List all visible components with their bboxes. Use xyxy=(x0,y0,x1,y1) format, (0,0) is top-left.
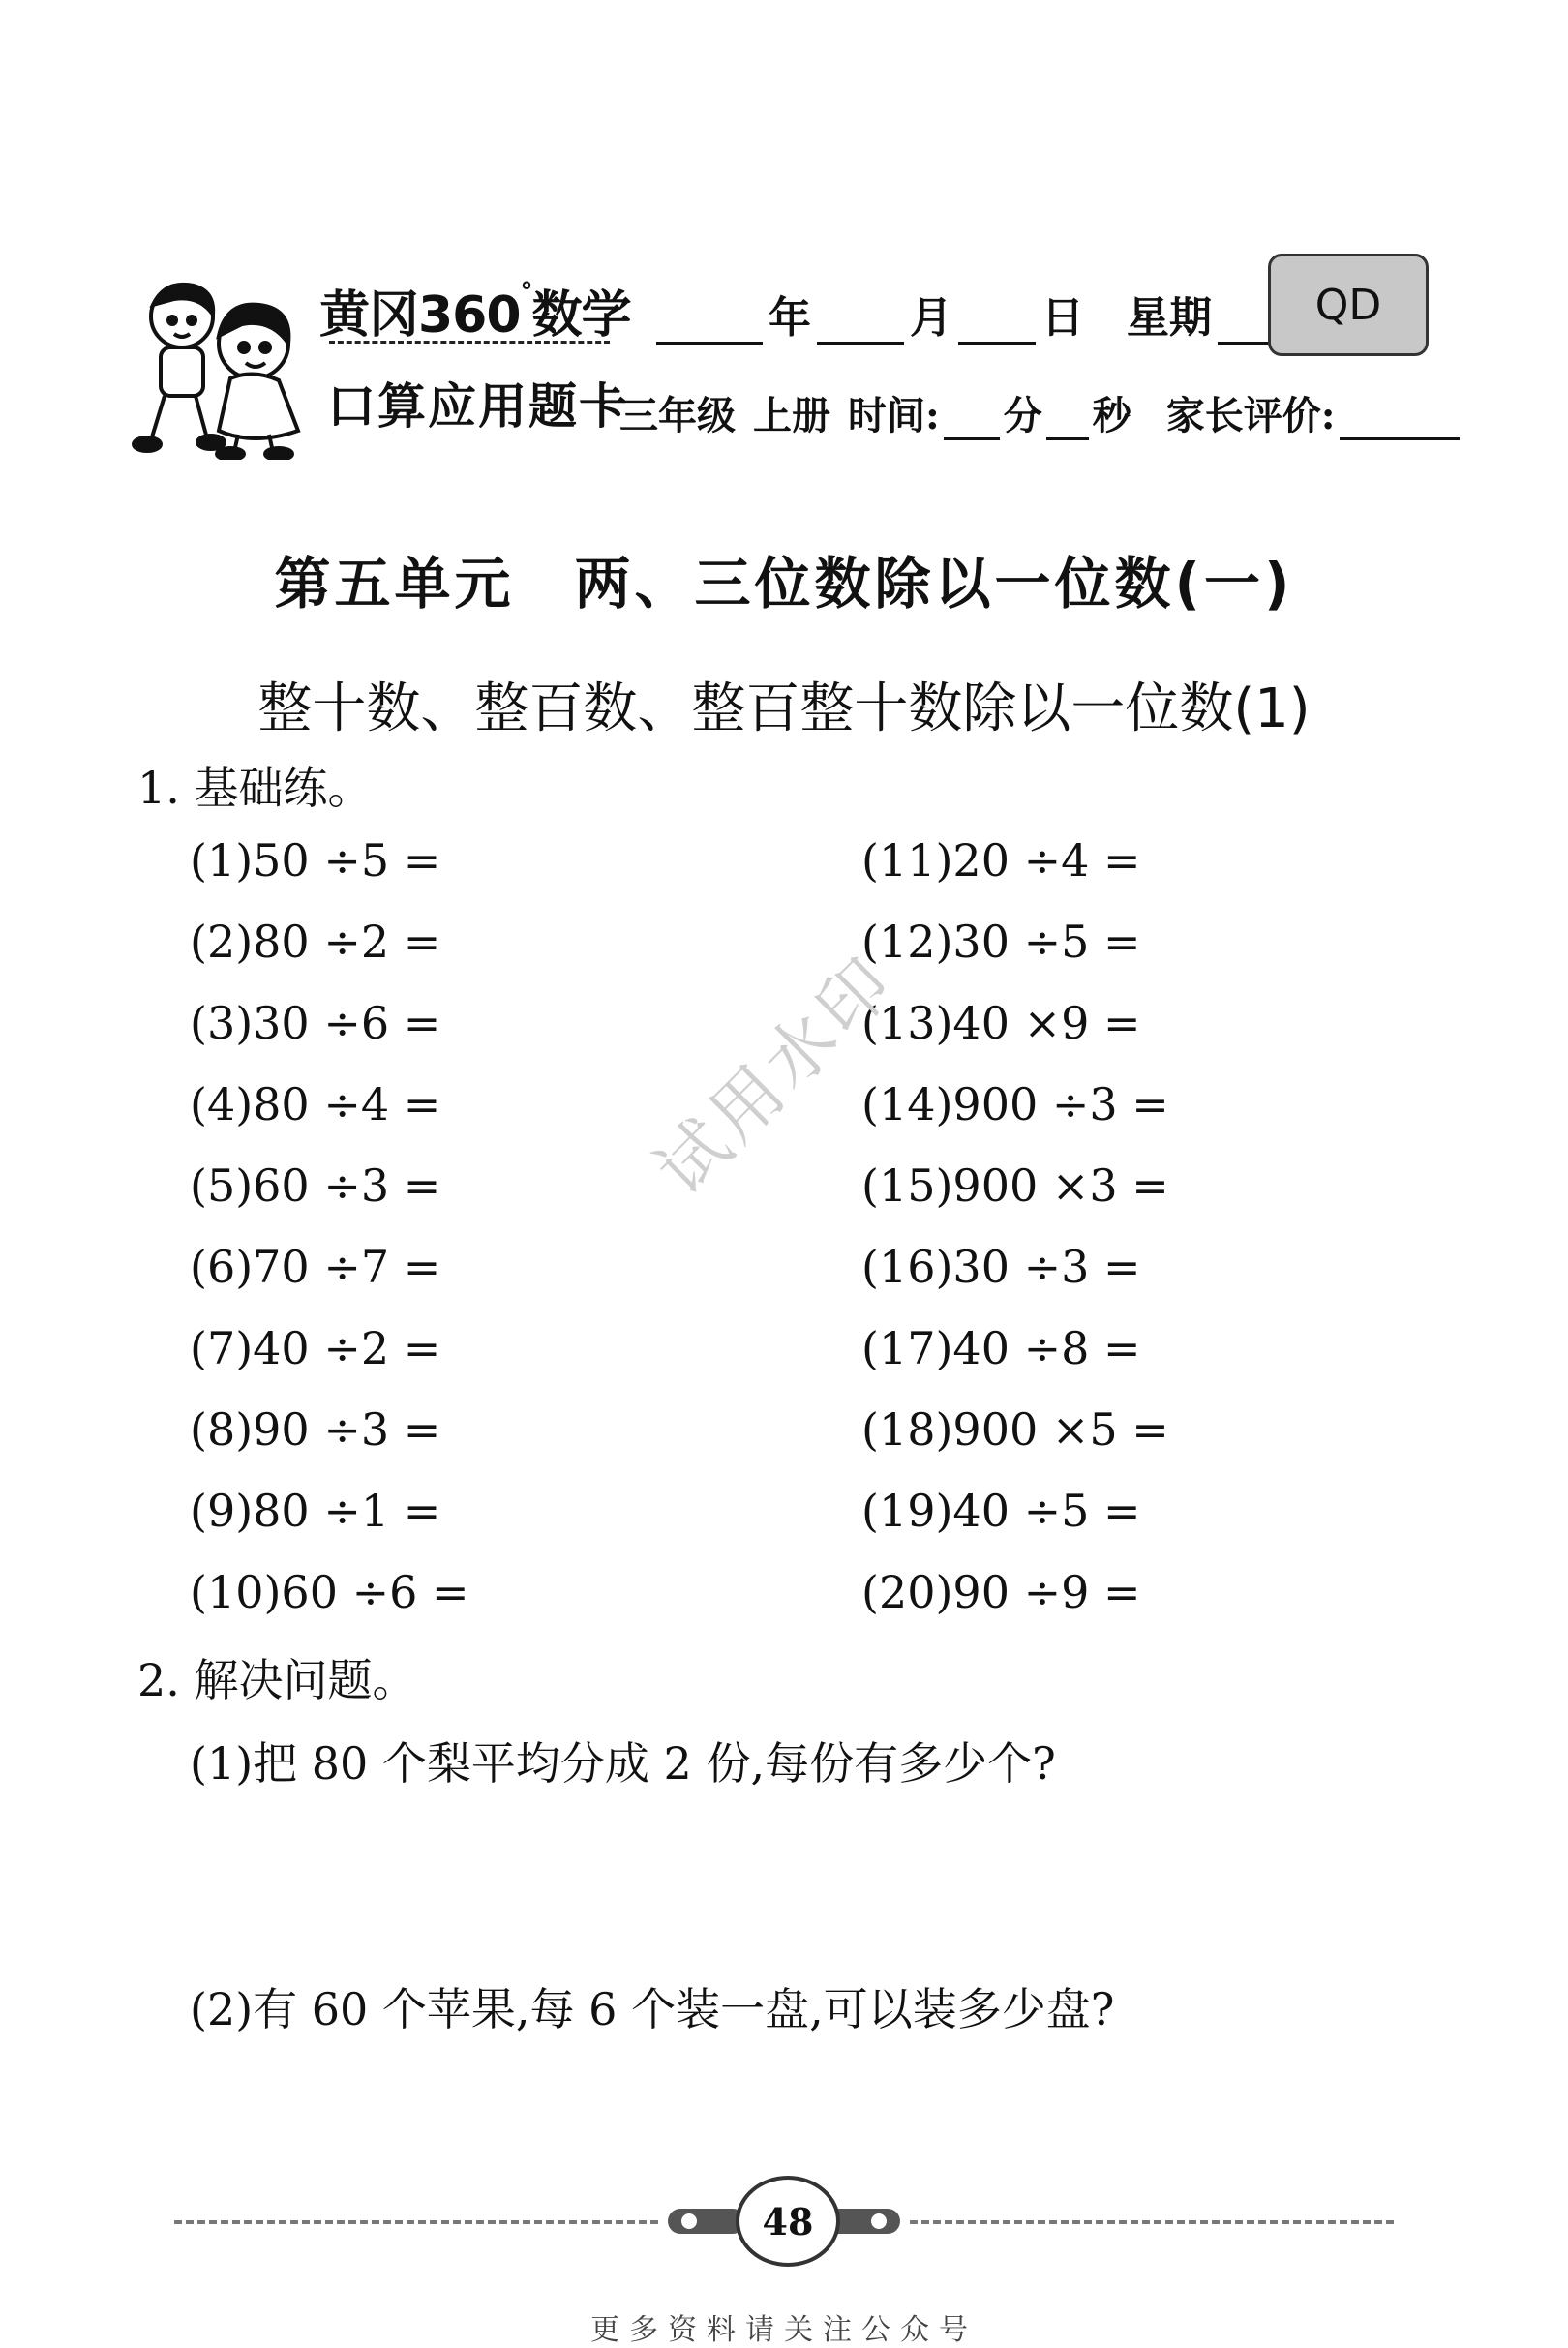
watermark: 试用水印 xyxy=(640,939,912,1211)
footer-ornament-left xyxy=(668,2209,745,2234)
footer-divider-left xyxy=(174,2220,658,2224)
arithmetic-problem: (12)30 ÷5 = xyxy=(861,916,1141,968)
arithmetic-problem: (19)40 ÷5 = xyxy=(861,1485,1141,1537)
date-row xyxy=(650,283,1301,345)
lesson-title: 整十数、整百数、整百整十数除以一位数(1) xyxy=(257,677,1311,740)
section-1-heading: 1. 基础练。 xyxy=(137,762,373,814)
volume-label: 上册 xyxy=(753,393,830,438)
arithmetic-problem: (16)30 ÷3 = xyxy=(861,1241,1141,1293)
arithmetic-problem: (11)20 ÷4 = xyxy=(861,834,1141,887)
arithmetic-problem: (4)80 ÷4 = xyxy=(190,1078,441,1130)
unit-title: 第五单元 两、三位数除以一位数(一) xyxy=(274,551,1294,617)
word-problem: (2)有 60 个苹果,每 6 个装一盘,可以装多少盘? xyxy=(190,1983,1115,2035)
weekday-label: 星期 xyxy=(1127,293,1212,343)
minute-blank[interactable] xyxy=(944,405,1000,440)
footer-note: 更多资料请关注公众号 xyxy=(590,2313,978,2347)
arithmetic-problem: (20)90 ÷9 = xyxy=(861,1566,1141,1618)
arithmetic-problem: (14)900 ÷3 = xyxy=(861,1078,1169,1130)
year-label: 年 xyxy=(769,293,811,343)
info-row xyxy=(619,385,1460,440)
arithmetic-problem: (5)60 ÷3 = xyxy=(190,1159,441,1212)
arithmetic-problem: (3)30 ÷6 = xyxy=(190,997,441,1049)
arithmetic-problem: (9)80 ÷1 = xyxy=(190,1485,441,1537)
day-label: 日 xyxy=(1041,293,1084,343)
arithmetic-problem: (10)60 ÷6 = xyxy=(190,1566,469,1618)
year-blank[interactable] xyxy=(656,303,763,345)
section-2-heading: 2. 解决问题。 xyxy=(137,1654,417,1706)
day-blank[interactable] xyxy=(958,303,1036,345)
arithmetic-problem: (8)90 ÷3 = xyxy=(190,1403,441,1456)
arithmetic-problem: (2)80 ÷2 = xyxy=(190,916,441,968)
arithmetic-problem: (13)40 ×9 = xyxy=(861,997,1141,1049)
minute-label: 分 xyxy=(1003,393,1042,438)
grade-label: 三年级 xyxy=(619,393,736,438)
second-blank[interactable] xyxy=(1046,405,1089,440)
brand-subtitle: 口算应用题卡 xyxy=(327,378,629,435)
parent-eval-label: 家长评价: xyxy=(1165,393,1336,438)
month-label: 月 xyxy=(910,293,952,343)
arithmetic-problem: (15)900 ×3 = xyxy=(861,1159,1169,1212)
arithmetic-problem: (7)40 ÷2 = xyxy=(190,1322,441,1374)
brand-divider xyxy=(329,341,610,344)
arithmetic-problem: (6)70 ÷7 = xyxy=(190,1241,441,1293)
second-label: 秒 xyxy=(1092,393,1131,438)
kids-mascot-illustration xyxy=(126,276,329,460)
brand-title: 黄冈360°数学 xyxy=(319,278,631,345)
word-problem: (1)把 80 个梨平均分成 2 份,每份有多少个? xyxy=(190,1737,1056,1790)
time-label: 时间: xyxy=(848,393,940,438)
parent-eval-blank[interactable] xyxy=(1340,405,1460,440)
edition-badge: QD xyxy=(1268,254,1429,356)
footer-divider-right xyxy=(910,2220,1394,2224)
arithmetic-problem: (17)40 ÷8 = xyxy=(861,1322,1141,1374)
arithmetic-problem: (18)900 ×5 = xyxy=(861,1403,1169,1456)
month-blank[interactable] xyxy=(817,303,904,345)
page-number: 48 xyxy=(736,2176,840,2267)
arithmetic-problem: (1)50 ÷5 = xyxy=(190,834,441,887)
